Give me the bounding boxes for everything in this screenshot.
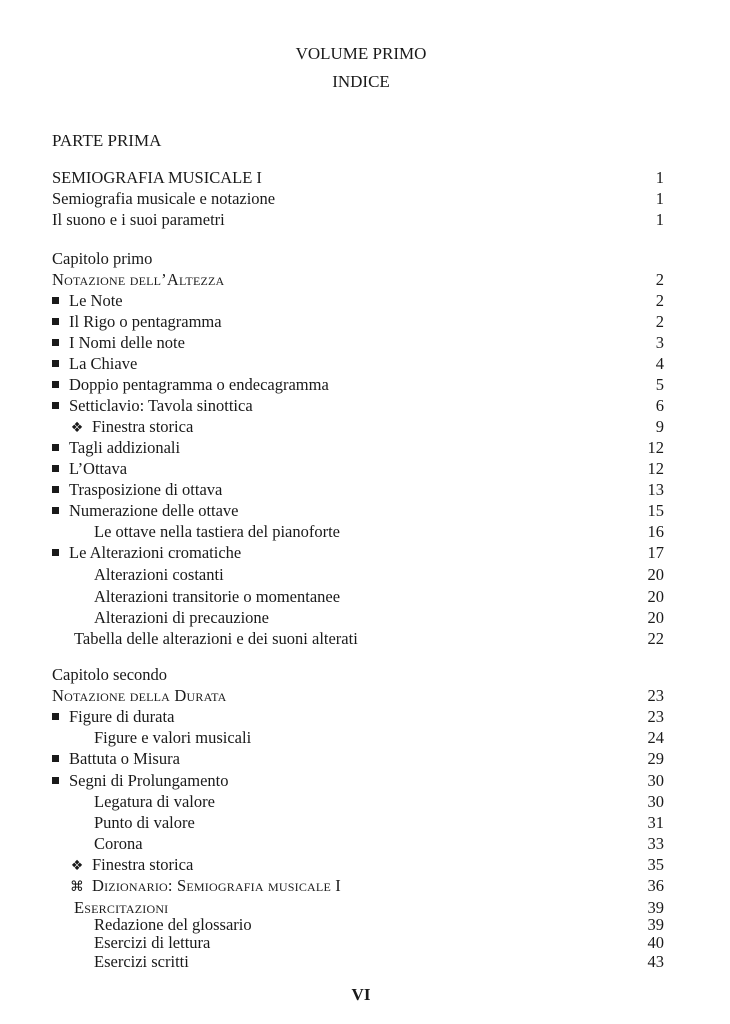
- toc-entry-page: 22: [647, 629, 664, 648]
- toc-entry-page: 36: [647, 876, 664, 895]
- toc-entry: [52, 416, 664, 437]
- toc-entry: [52, 770, 664, 791]
- four-diamond-icon: ❖: [70, 858, 84, 874]
- toc-entry-label: La Chiave: [69, 354, 138, 373]
- toc-entry-label: Figure di durata: [69, 707, 175, 726]
- toc-entry-page: 15: [647, 501, 664, 520]
- toc-entry-page: 20: [647, 587, 664, 606]
- square-bullet-icon: [52, 297, 59, 304]
- toc-entry: [52, 875, 664, 896]
- toc-entry: [52, 353, 664, 374]
- toc-entry-label: Semiografia musicale e notazione: [52, 189, 276, 208]
- toc-entry-label: Le Note: [69, 291, 123, 310]
- toc-entry: [52, 332, 664, 353]
- toc-entry-label: Esercizi di lettura: [94, 933, 211, 952]
- toc-entry: [52, 167, 664, 188]
- toc-entry: [52, 458, 664, 479]
- toc-entry-page: 43: [647, 952, 664, 971]
- volume-title: VOLUME PRIMO: [295, 44, 427, 63]
- square-bullet-icon: [52, 507, 59, 514]
- index-title: INDICE: [332, 72, 390, 91]
- toc-entry-label: L’Ottava: [69, 459, 128, 478]
- toc-entry: [52, 833, 664, 854]
- toc-entry-page: 30: [647, 771, 664, 790]
- toc-entry-label: Legatura di valore: [94, 792, 215, 811]
- square-bullet-icon: [52, 444, 59, 451]
- toc-entry: [52, 812, 664, 833]
- toc-entry: [52, 564, 664, 585]
- toc-entry-label: Il Rigo o pentagramma: [69, 312, 222, 331]
- toc-entry-page: 1: [655, 168, 664, 187]
- toc-entry: [52, 209, 664, 230]
- toc-entry: [52, 727, 664, 748]
- toc-entry-page: 20: [647, 608, 664, 627]
- toc-entry: [52, 748, 664, 769]
- toc-entry-label: Esercitazioni: [74, 898, 169, 917]
- four-diamond-icon: ❖: [70, 420, 84, 436]
- toc-entry-page: 23: [647, 707, 664, 726]
- toc-entry-label: Le ottave nella tastiera del pianoforte: [94, 522, 341, 541]
- square-bullet-icon: [52, 549, 59, 556]
- toc-entry-label: Doppio pentagramma o endecagramma: [69, 375, 329, 394]
- toc-entry-page: 20: [647, 565, 664, 584]
- toc-entry-page: 12: [647, 459, 664, 478]
- toc-entry-label: Numerazione delle ottave: [69, 501, 239, 520]
- toc-entry: [52, 932, 664, 953]
- toc-entry-label: Alterazioni di precauzione: [94, 608, 269, 627]
- chapter-heading: [52, 664, 664, 685]
- toc-entry: [52, 706, 664, 727]
- toc-entry-page: 2: [655, 270, 664, 289]
- toc-entry-page: 23: [647, 686, 664, 705]
- toc-entry-label: Esercizi scritti: [94, 952, 189, 971]
- toc-entry-label: Tagli addizionali: [69, 438, 181, 457]
- toc-entry-label: Segni di Prolungamento: [69, 771, 229, 790]
- square-bullet-icon: [52, 339, 59, 346]
- toc-entry-label: Trasposizione di ottava: [69, 480, 223, 499]
- toc-entry-page: 6: [655, 396, 664, 415]
- toc-entry: [52, 269, 664, 290]
- toc-entry: [52, 290, 664, 311]
- toc-entry: [52, 437, 664, 458]
- page-number: VI: [351, 985, 371, 1004]
- toc-entry-label: Setticlavio: Tavola sinottica: [69, 396, 253, 415]
- square-bullet-icon: [52, 381, 59, 388]
- chapter-label: Capitolo primo: [52, 249, 153, 268]
- toc-entry-page: 3: [655, 333, 664, 352]
- toc-entry: [52, 374, 664, 395]
- toc-entry-page: 16: [647, 522, 664, 541]
- toc-entry: [52, 586, 664, 607]
- toc-entry-page: 1: [655, 189, 664, 208]
- toc-entry-page: 24: [647, 728, 664, 747]
- square-bullet-icon: [52, 777, 59, 784]
- square-bullet-icon: [52, 465, 59, 472]
- toc-entry-page: 39: [647, 898, 664, 917]
- toc-entry-label: Tabella delle alterazioni e dei suoni alterati: [74, 629, 358, 648]
- toc-entry-page: 40: [647, 933, 664, 952]
- toc-entry: [52, 791, 664, 812]
- toc-entry-label: Punto di valore: [94, 813, 195, 832]
- toc-entry: [52, 500, 664, 521]
- toc-entry: [52, 951, 664, 972]
- square-bullet-icon: [52, 755, 59, 762]
- toc-entry-page: 30: [647, 792, 664, 811]
- toc-entry-page: 33: [647, 834, 664, 853]
- toc-entry-page: 13: [647, 480, 664, 499]
- square-bullet-icon: [52, 360, 59, 367]
- command-key-icon: ⌘: [70, 879, 84, 895]
- toc-entry-label: Le Alterazioni cromatiche: [69, 543, 242, 562]
- toc-entry-label: Battuta o Misura: [69, 749, 180, 768]
- toc-entry-page: 2: [655, 312, 664, 331]
- chapter-title: Notazione della Durata: [52, 686, 227, 705]
- toc-entry-label: Dizionario: Semiografia musicale I: [92, 876, 342, 895]
- toc-entry-label: Alterazioni transitorie o momentanee: [94, 587, 341, 606]
- toc-entry: [52, 628, 664, 649]
- toc-entry: [52, 521, 664, 542]
- toc-entry-label: I Nomi delle note: [69, 333, 185, 352]
- chapter-title: Notazione dell’Altezza: [52, 270, 225, 289]
- toc-entry-page: 1: [655, 210, 664, 229]
- toc-entry: [52, 854, 664, 875]
- square-bullet-icon: [52, 318, 59, 325]
- toc-entry-page: 2: [655, 291, 664, 310]
- toc-entry-page: 4: [655, 354, 664, 373]
- toc-entry: [52, 607, 664, 628]
- toc-entry: [52, 685, 664, 706]
- toc-entry-label: Alterazioni costanti: [94, 565, 224, 584]
- part-title: PARTE PRIMA: [52, 131, 162, 150]
- toc-entry-label: Corona: [94, 834, 143, 853]
- toc-entry: [52, 479, 664, 500]
- toc-entry-label: Il suono e i suoi parametri: [52, 210, 225, 229]
- chapter-label: Capitolo secondo: [52, 665, 168, 684]
- toc-entry-label: Finestra storica: [92, 417, 194, 436]
- chapter-heading: [52, 248, 664, 269]
- toc-entry-page: 31: [647, 813, 664, 832]
- toc-entry-label: SEMIOGRAFIA MUSICALE I: [52, 168, 262, 187]
- toc-entry-page: 35: [647, 855, 664, 874]
- toc-entry-page: 5: [655, 375, 664, 394]
- toc-entry: [52, 188, 664, 209]
- toc-entry-label: Finestra storica: [92, 855, 194, 874]
- toc-entry: [52, 542, 664, 563]
- toc-entry-page: 29: [647, 749, 664, 768]
- square-bullet-icon: [52, 402, 59, 409]
- toc-entry-page: 17: [647, 543, 664, 562]
- toc-entry-label: Figure e valori musicali: [94, 728, 252, 747]
- toc-entry: [52, 311, 664, 332]
- square-bullet-icon: [52, 486, 59, 493]
- toc-entry-page: 9: [655, 417, 664, 436]
- toc-entry: [52, 395, 664, 416]
- square-bullet-icon: [52, 713, 59, 720]
- toc-entry-label: Redazione del glossario: [94, 915, 252, 934]
- toc-entry-page: 39: [647, 915, 664, 934]
- toc-entry-page: 12: [647, 438, 664, 457]
